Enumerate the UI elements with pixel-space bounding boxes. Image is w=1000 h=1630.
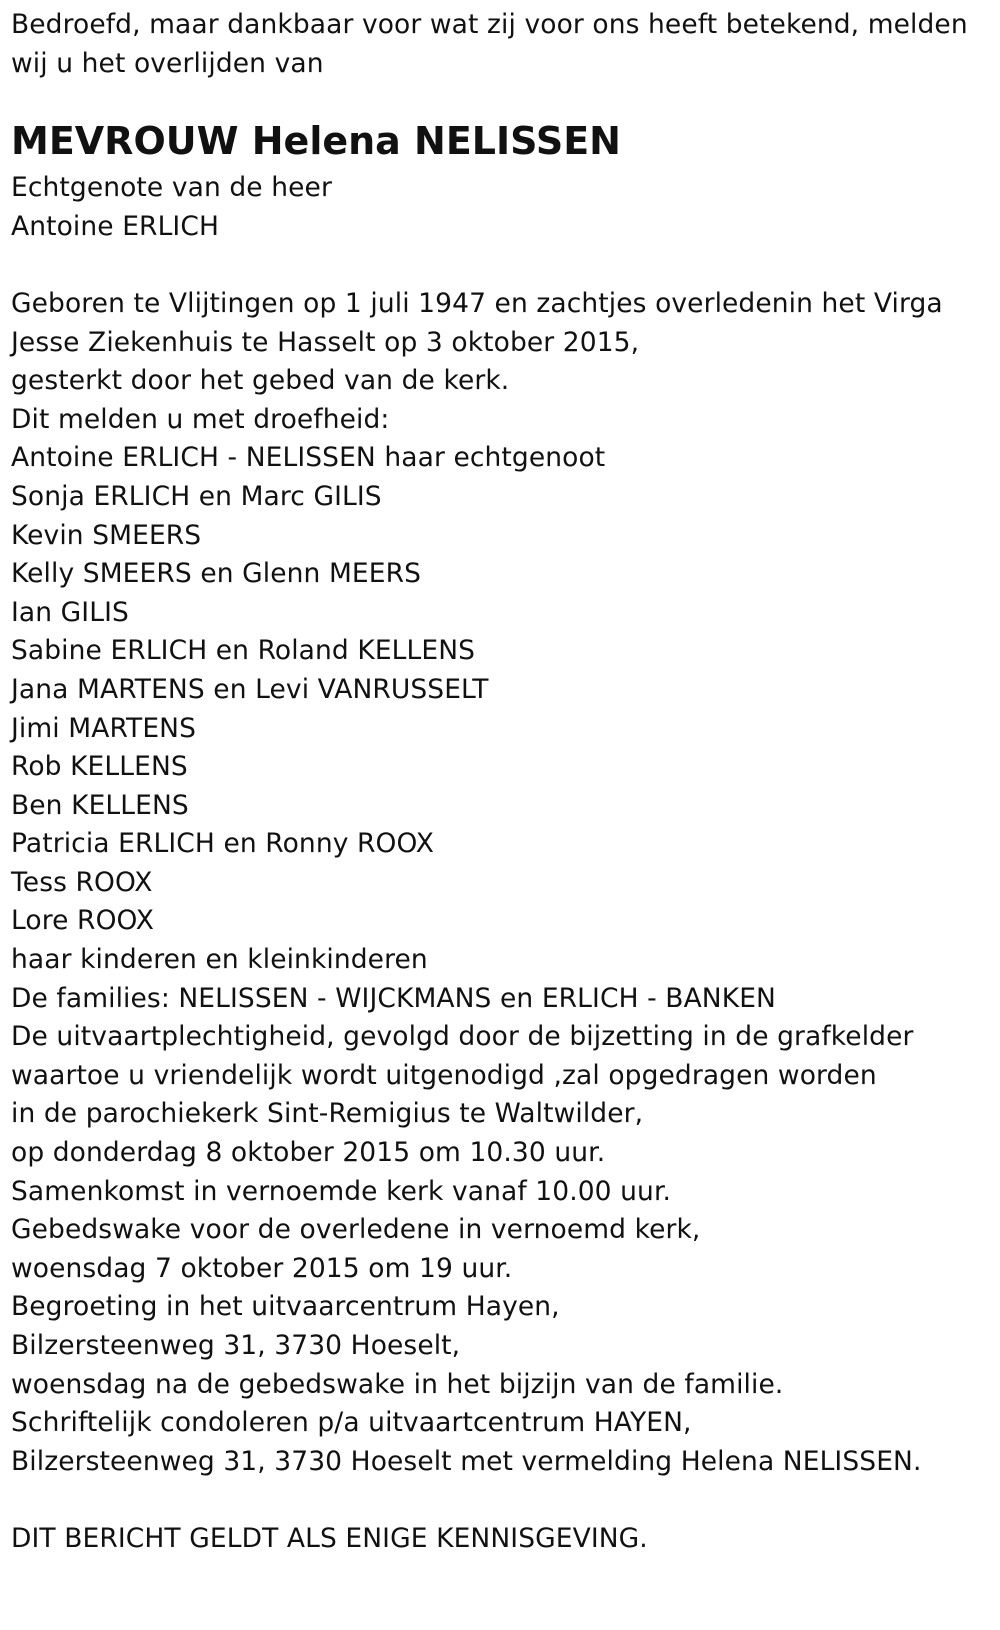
- intro-line: wij u het overlijden van: [11, 47, 324, 79]
- family-member: Antoine ERLICH - NELISSEN haar echtgenoot: [11, 442, 606, 474]
- condolence-line: Bilzersteenweg 31, 3730 Hoeselt met vermelding Helena NELISSEN.: [11, 1445, 922, 1477]
- family-member: Kelly SMEERS en Glenn MEERS: [11, 558, 422, 590]
- greeting-line: Bilzersteenweg 31, 3730 Hoeselt,: [11, 1330, 461, 1361]
- ceremony-line: in de parochiekerk Sint-Remigius te Waltwilder,: [11, 1098, 644, 1130]
- ceremony-line: De uitvaartplechtigheid, gevolgd door de bijzetting in de grafkelder: [11, 1021, 914, 1053]
- intro-text: [11, 6, 1000, 83]
- family-member: Kevin SMEERS: [11, 519, 202, 551]
- family-member: Jimi MARTENS: [11, 712, 197, 744]
- family-member: Rob KELLENS: [11, 751, 188, 783]
- spacer: [11, 246, 1000, 285]
- body-line: gesterkt door het gebed van de kerk.: [11, 365, 510, 397]
- notice-body: [11, 285, 1000, 1481]
- obituary-notice: [0, 6, 1000, 1630]
- body-line: Jesse Ziekenhuis te Hasselt op 3 oktober 2015,: [11, 326, 640, 358]
- body-line: Dit melden u met droefheid:: [11, 403, 390, 435]
- intro-line: Bedroefd, maar dankbaar voor wat zij voor ons heeft betekend, melden: [11, 9, 968, 40]
- body-line: haar kinderen en kleinkinderen: [11, 944, 428, 976]
- body-line: Geboren te Vlijtingen op 1 juli 1947 en zachtjes overledenin het Virga: [11, 287, 943, 319]
- spouse-line: Antoine ERLICH: [11, 210, 219, 242]
- spacer: [11, 1481, 1000, 1520]
- ceremony-line: op donderdag 8 oktober 2015 om 10.30 uur.: [11, 1137, 606, 1169]
- vigil-line: woensdag 7 oktober 2015 om 19 uur.: [11, 1252, 513, 1284]
- vigil-line: Gebedswake voor de overledene in vernoemd kerk,: [11, 1214, 701, 1246]
- family-member: Tess ROOX: [11, 866, 153, 898]
- spouse-line: Echtgenote van de heer: [11, 172, 332, 204]
- greeting-line: woensdag na de gebedswake in het bijzijn van de familie.: [11, 1368, 784, 1400]
- spouse-info: [11, 169, 1000, 246]
- ceremony-line: Samenkomst in vernoemde kerk vanaf 10.00 uur.: [11, 1175, 672, 1207]
- family-member: Lore ROOX: [11, 905, 155, 937]
- family-member: Ian GILIS: [11, 596, 129, 628]
- family-member: Patricia ERLICH en Ronny ROOX: [11, 828, 435, 860]
- deceased-name: MEVROUW Helena NELISSEN: [11, 119, 621, 164]
- family-member: Jana MARTENS en Levi VANRUSSELT: [11, 673, 489, 705]
- notice-footer: DIT BERICHT GELDT ALS ENIGE KENNISGEVING.: [11, 1522, 648, 1554]
- greeting-line: Begroeting in het uitvaarcentrum Hayen,: [11, 1291, 560, 1323]
- condolence-line: Schriftelijk condoleren p/a uitvaartcentrum HAYEN,: [11, 1407, 692, 1439]
- family-member: Sabine ERLICH en Roland KELLENS: [11, 635, 476, 667]
- family-member: Sonja ERLICH en Marc GILIS: [11, 480, 382, 512]
- body-line: De families: NELISSEN - WIJCKMANS en ERLICH - BANKEN: [11, 982, 776, 1014]
- ceremony-line: waartoe u vriendelijk wordt uitgenodigd ,zal opgedragen worden: [11, 1059, 877, 1091]
- family-member: Ben KELLENS: [11, 789, 189, 821]
